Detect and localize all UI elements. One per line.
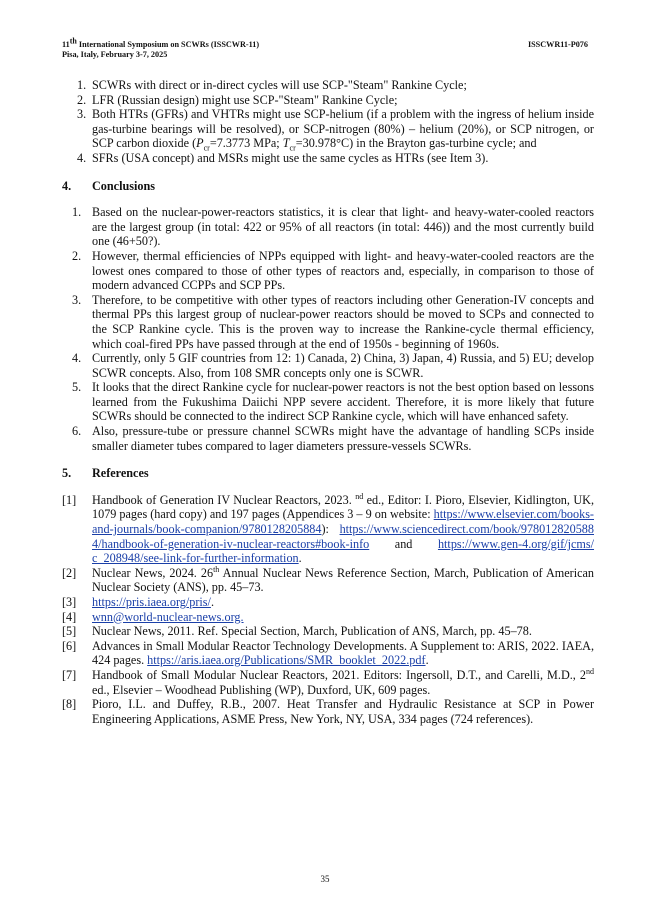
reference-item: [3] https://pris.iaea.org/pris/. <box>62 595 214 609</box>
reference-item: [8] Pioro, I.L. and Duffey, R.B., 2007. Heat Transfer and Hydraulic Resistance at SCP in Power Engineering Applications, ASME Press, New York, NY, USA, 334 pages (724 references). <box>62 697 594 726</box>
reference-item: [2] Nuclear News, 2024. 26th Annual Nuclear News Reference Section, March, Publication of American Nuclear Society (ANS), pp. 45–73. <box>62 564 594 595</box>
reference-link[interactable]: https://www.sciencedirect.com/book/9780128205884/handbook-of-generation-iv-nuclear-reactors#book-info <box>92 522 594 551</box>
reference-list <box>62 493 594 727</box>
list-item: 6. Also, pressure-tube or pressure channel SCWRs might have the advantage of handling SCPs inside smaller diameter tubes compared to lager diameters pressure-vessels SCWRs. <box>72 424 594 453</box>
reference-link[interactable]: https://www.elsevier.com/books-and-journals/book-companion/9780128205884 <box>92 507 594 537</box>
header-conference: 11th International Symposium on SCWRs (ISSCWR-11) <box>62 36 260 49</box>
list-item: 1. Based on the nuclear-power-reactors statistics, it is clear that light- and heavy-water-cooled reactors are the largest group (in total: 422 or 95% of all reactors (in total: 446)) and the most currently build one (46+50?). <box>72 205 594 249</box>
reference-item: [6] Advances in Small Modular Reactor Technology Developments. A Supplement to: ARIS, 2022. IAEA, 424 pages. https://aris.iaea.org/Publications/SMR_booklet_2022.pdf. <box>62 638 594 668</box>
list-item: 4. Currently, only 5 GIF countries from 12: 1) Canada, 2) China, 3) Japan, 4) Russia, and 5) EU; develop SCWR concepts. Also, from 108 SMR concepts only one is SCWR. <box>72 351 594 380</box>
list-item: 1. SCWRs with direct or in-direct cycles will use SCP-"Steam" Rankine Cycle; <box>77 78 467 92</box>
list-item: 3. Both HTRs (GFRs) and VHTRs might use SCP-helium (if a problem with the ingress of helium inside gas-turbine bearings will be resolved), or SCP-nitrogen (80%) – helium (20%), or SCP nitrogen, or SCP carbon dioxide ($P_{cr}=7.3773$ MPa; $T_{cr}=30.978^\circ C$) in the Brayton gas-turbine cycle; and <box>77 107 594 153</box>
reference-item: [5] Nuclear News, 2011. Ref. Special Section, March, Publication of ANS, March, pp. 45–78. <box>62 624 532 639</box>
page-body <box>62 78 594 726</box>
section-heading-conclusions: 4. Conclusions <box>62 178 155 193</box>
section-heading-references: 5. References <box>62 466 149 481</box>
conclusions-list <box>62 205 594 453</box>
list-item: 2. However, thermal efficiencies of NPPs equipped with light- and heavy-water-cooled reactors are the lowest ones compared to those of other types of reactors and, especially, in comparison to those of modern advanced CCPPs and SCP PPs. <box>72 248 594 293</box>
list-item: 5. It looks that the direct Rankine cycle for nuclear-power reactors is not the best option based on lessons learned from the Fukushima Daiichi NPP severe accident. Therefore, it is more likely that future SCWRs should be connected to the indirect SCP Rankine cycle, which will have enhanced safety. <box>72 380 594 424</box>
page-number: 35 <box>320 874 330 884</box>
header-location: Pisa, Italy, February 3-7, 2025 <box>62 50 168 59</box>
reference-link[interactable]: wnn@world-nuclear-news.org. <box>92 609 244 624</box>
header-paper-id: ISSCWR11-P076 <box>527 40 588 49</box>
list-item: 4. SFRs (USA concept) and MSRs might use the same cycles as HTRs (see Item 3). <box>77 150 489 165</box>
reference-link[interactable]: https://pris.iaea.org/pris/ <box>92 595 211 609</box>
list-item: 3. Therefore, to be competitive with other types of reactors including other Generation-IV concepts and thermal PPs this largest group of nuclear-power reactors should be moved to SCPs and connected to the SCP Rankine cycle. This is the proven way to increase the Rankine-cycle thermal efficiency, which coal-fired PPs have passed through at the end of 1950s - beginning of 1960s. <box>72 292 594 351</box>
cycles-list <box>62 78 594 166</box>
reference-item: [1] Handbook of Generation IV Nuclear Reactors, 2023. $^{nd}$ ed., Editor: I. Pioro, Elsevier, Kidlington, UK, 1079 pages (hard copy) and 197 pages (Appendices 3 – 9 on website: https://www.elsevier.com/books-and-journals/book-companion/9780128205884): https://www.sciencedirect.com/book/9780128205884/handbook-of-generation-iv-nuclear-reactors#book-info and https://www.gen-4.org/gif/jcms/c_208948/see-link-for-further-information. <box>62 491 595 566</box>
reference-item: [4] wnn@world-nuclear-news.org. <box>62 609 244 624</box>
reference-link[interactable]: https://aris.iaea.org/Publications/SMR_booklet_2022.pdf <box>147 653 426 668</box>
running-header <box>62 36 588 60</box>
reference-link[interactable]: https://www.gen-4.org/gif/jcms/c_208948/see-link-for-further-information <box>92 536 595 566</box>
reference-item: [7] Handbook of Small Modular Nuclear Reactors, 2021. Editors: Ingersoll, D.T., and Carelli, M.D., 2nd ed., Elsevier – Woodhead Publishing (WP), Duxford, UK, 609 pages. <box>62 666 594 697</box>
list-item: 2. LFR (Russian design) might use SCP-"Steam" Rankine Cycle; <box>77 92 398 107</box>
